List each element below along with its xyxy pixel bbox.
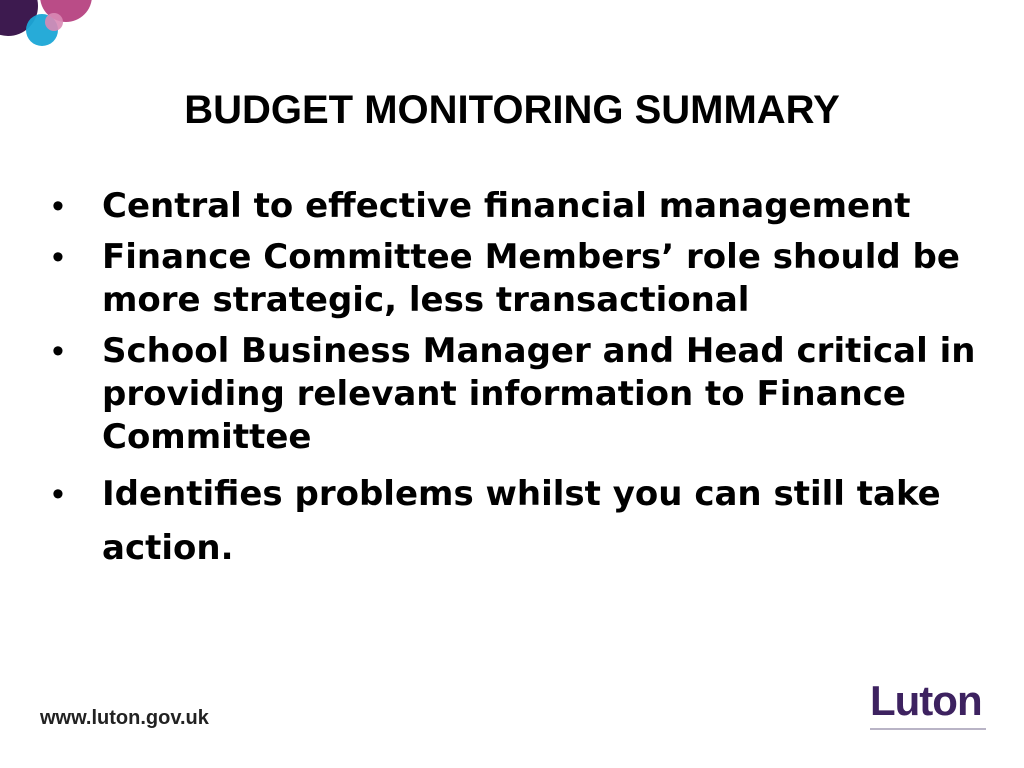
- bullet-item: [48, 236, 978, 322]
- bullet-text: Finance Committee Members’ role should be more strategic, less transactional: [102, 237, 960, 320]
- bullet-icon: •: [52, 238, 64, 276]
- bullet-text: Central to effective financial management: [102, 186, 911, 226]
- bullet-list: [48, 185, 978, 583]
- logo-pink-circle: [45, 13, 63, 31]
- bullet-icon: •: [52, 187, 64, 225]
- bullet-item: [48, 467, 978, 575]
- footer-url: www.luton.gov.uk: [40, 707, 209, 729]
- luton-brand-logo: Luton: [870, 677, 982, 724]
- bullet-icon: •: [52, 332, 64, 370]
- bullet-item: [48, 330, 978, 459]
- bullet-text: Identifies problems whilst you can still take action.: [102, 474, 941, 568]
- corner-logo-icon: [0, 0, 110, 60]
- bullet-icon: •: [52, 475, 64, 513]
- bullet-item: [48, 185, 978, 228]
- bullet-text: School Business Manager and Head critical in providing relevant information to Finance Committee: [102, 331, 976, 457]
- brand-underline: [870, 728, 986, 730]
- slide-title: BUDGET MONITORING SUMMARY: [184, 88, 840, 132]
